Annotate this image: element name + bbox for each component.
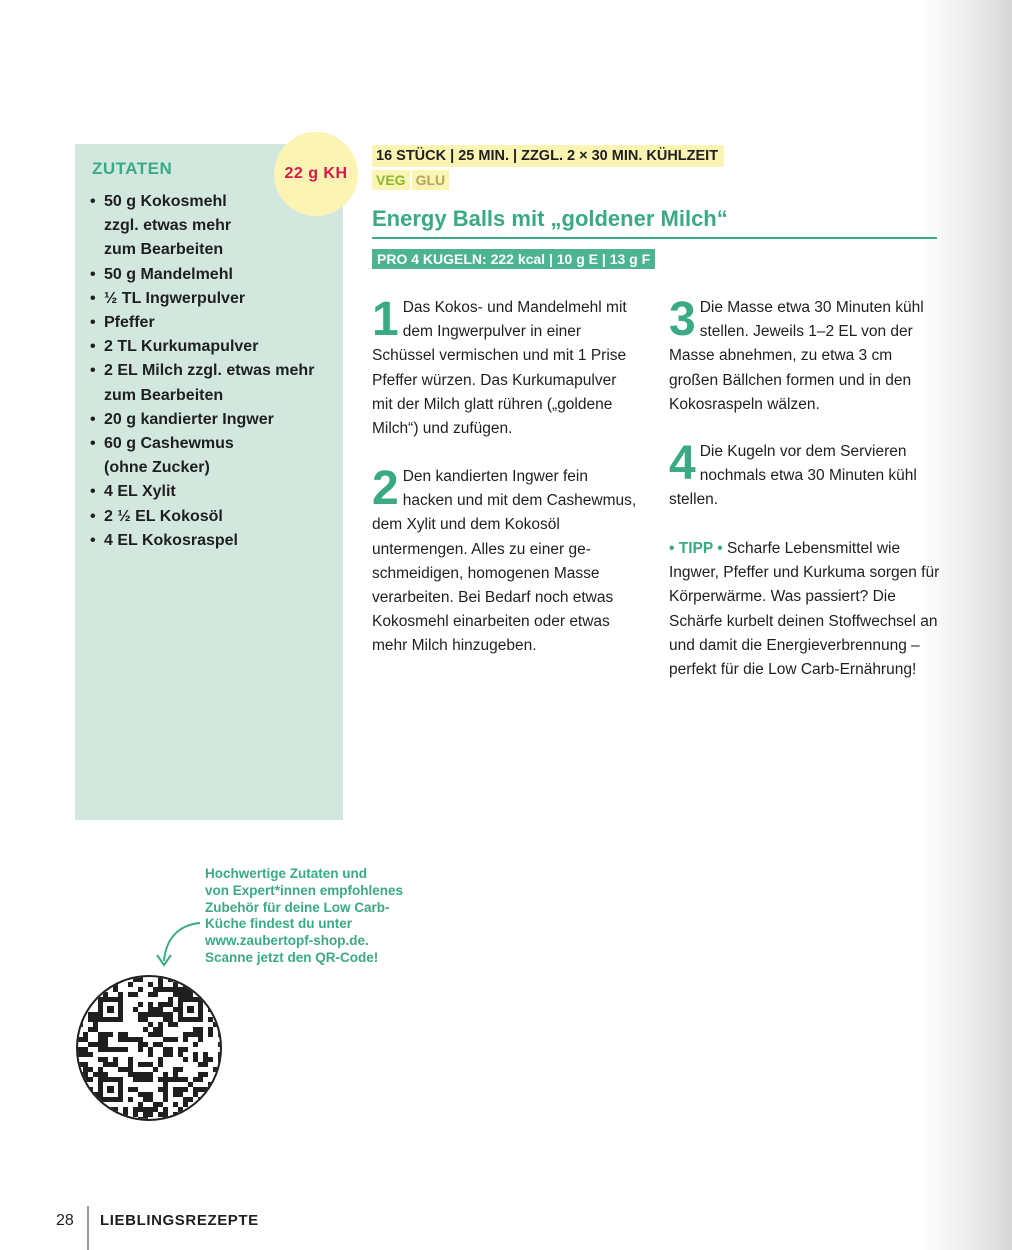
ingredient-main: 4 EL Xylit xyxy=(104,483,176,501)
step-number: 1 xyxy=(372,293,399,346)
ingredients-heading: ZUTATEN xyxy=(92,159,173,178)
page-number: 28 xyxy=(56,1212,74,1229)
step-text: Die Masse etwa 30 Minuten kühl stellen. Jeweils 1–2 EL von der Masse abnehmen, zu etwa 3 cm großen Bällchen formen und in den Kokosraspeln wälzen. xyxy=(669,299,924,413)
shop-url[interactable]: www.zaubertopf-shop.de. xyxy=(205,933,369,949)
ingredient-note: zzgl. etwas mehr xyxy=(104,217,232,235)
tag-glu: GLU xyxy=(412,170,450,190)
ingredient-main: 2 TL Kurkumapulver xyxy=(104,338,259,356)
step-text: Die Kugeln vor dem Servieren nochmals etwa 30 Minuten kühl stellen. xyxy=(669,443,917,509)
shop-note-line: von Expert*innen empfohlenes xyxy=(205,882,404,898)
ingredient-item xyxy=(90,480,330,504)
shop-note-line: Zubehör für deine Low Carb- xyxy=(205,899,390,915)
ingredient-item xyxy=(90,505,330,529)
recipe-title: Energy Balls mit „goldener Milch“ xyxy=(372,206,728,231)
step-text: Das Kokos- und Mandelmehl mit dem Ingwerpulver in einer Schüssel vermischen und mit 1 Prise Pfeffer würzen. Das Kurkumapulver mit der Milch glatt rühren („goldene Milch“) und zufügen. xyxy=(372,299,627,438)
ingredient-main: ½ TL Ingwerpulver xyxy=(104,289,246,307)
shop-note-line: Hochwertige Zutaten und xyxy=(205,866,367,881)
section-name: LIEBLINGSREZEPTE xyxy=(100,1212,259,1229)
ingredient-main: 60 g Cashewmus xyxy=(104,435,234,453)
step-4 xyxy=(669,437,941,513)
title-divider xyxy=(372,237,937,239)
qr-code-icon xyxy=(78,977,220,1119)
ingredient-item xyxy=(90,359,330,407)
step-2 xyxy=(372,462,640,659)
nutrition-bar: PRO 4 KUGELN: 222 kcal | 10 g E | 13 g F xyxy=(372,249,655,269)
ingredient-main: 50 g Mandelmehl xyxy=(104,265,233,283)
diet-tags xyxy=(372,170,449,190)
ingredient-item xyxy=(90,335,330,359)
shop-note-line: Scanne jetzt den QR-Code! xyxy=(205,949,379,965)
carb-badge: 22 g KH xyxy=(274,132,358,216)
tip-label: • TIPP • xyxy=(669,540,723,557)
tag-veg: VEG xyxy=(372,170,410,190)
ingredient-note: zum Bearbeiten xyxy=(104,386,224,404)
ingredient-item xyxy=(90,408,330,432)
shop-note-line: Küche findest du unter xyxy=(205,916,353,932)
ingredient-item xyxy=(90,287,330,311)
ingredient-note: (ohne Zucker) xyxy=(104,459,210,477)
step-number: 2 xyxy=(372,462,399,515)
shop-note xyxy=(205,866,435,967)
step-number: 4 xyxy=(669,437,696,490)
ingredient-list xyxy=(90,190,330,553)
curved-arrow-icon xyxy=(150,915,210,975)
qr-code[interactable] xyxy=(76,975,222,1121)
step-number: 3 xyxy=(669,293,696,346)
ingredient-main: 2 ½ EL Kokosöl xyxy=(104,507,223,525)
recipe-meta: 16 STÜCK | 25 MIN. | ZZGL. 2 × 30 MIN. KÜHLZEIT xyxy=(372,145,724,167)
ingredient-main: 2 EL Milch zzgl. etwas mehr xyxy=(104,362,315,380)
ingredient-main: Pfeffer xyxy=(104,314,155,332)
tip-text: Scharfe Lebensmittel wie Ingwer, Pfeffer und Kurkuma sorgen für Körperwärme. Was passiert? Die Schärfe kurbelt deinen Stoffwechsel an und damit die Energieverbrennung – perfekt für die Low Carb-Ernährung! xyxy=(669,540,940,679)
step-1 xyxy=(372,293,640,441)
ingredient-item xyxy=(90,263,330,287)
footer-divider xyxy=(87,1206,89,1250)
tip-box xyxy=(669,537,941,682)
ingredient-main: 50 g Kokosmehl xyxy=(104,193,227,210)
ingredient-main: 20 g kandierter Ingwer xyxy=(104,410,274,428)
step-3 xyxy=(669,293,941,417)
ingredient-item xyxy=(90,311,330,335)
ingredient-item xyxy=(90,529,330,553)
ingredient-main: 4 EL Kokosraspel xyxy=(104,531,238,549)
ingredient-note: zum Bearbeiten xyxy=(104,241,224,259)
ingredient-item xyxy=(90,432,330,480)
step-text: Den kandierten Ingwer fein hacken und mit dem Cashewmus, dem Xylit und dem Kokosöl untermengen. Alles zu einer geschmeidigen, homogenen Masse verarbeiten. Bei Bedarf noch etwas Kokosmehl einarbeiten oder etwas mehr Milch hinzugeben. xyxy=(372,468,637,655)
